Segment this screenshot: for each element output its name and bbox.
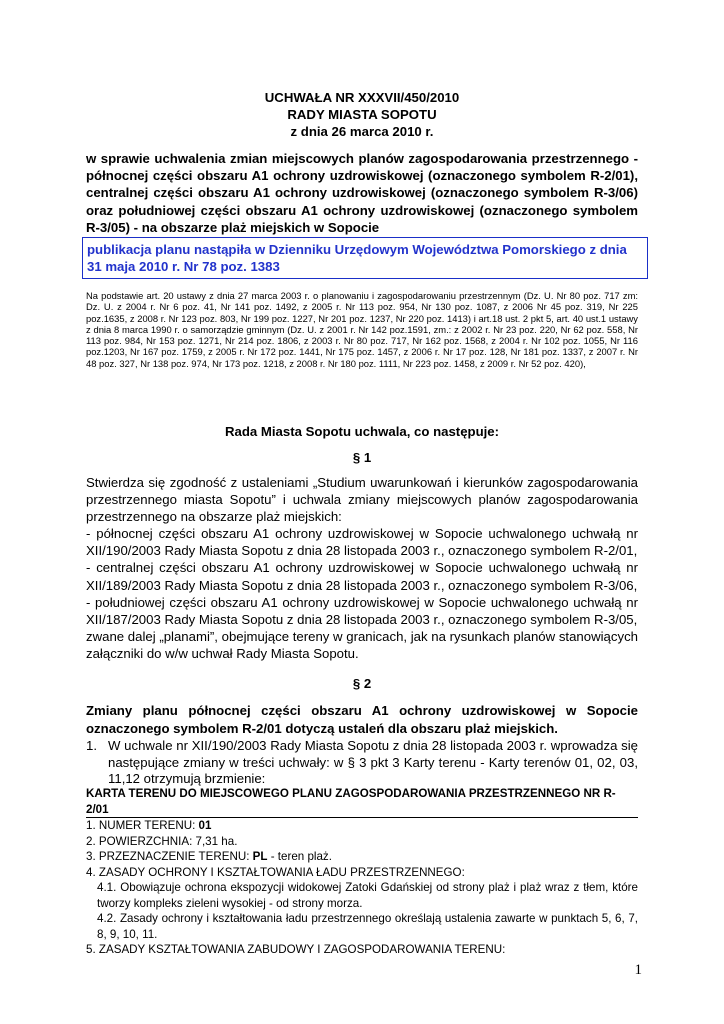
section-1-intro: Stwierdza się zgodność z ustaleniami „Studium uwarunkowań i kierunków zagospodarowania przestrzennego miasta Sopotu” i uchwala zmiany miejscowych planów zagospodarowania przestrzennego na obszarze plaż miejskich:: [86, 475, 638, 525]
section-1-body: [86, 474, 638, 662]
terrain-number-row: [86, 818, 638, 834]
section-1-mark: § 1: [352, 450, 372, 465]
legal-basis: Na podstawie art. 20 ustawy z dnia 27 marca 2003 r. o planowaniu i zagospodarowaniu przestrzennym (Dz. U. Nr 80 poz. 717 zm: Dz. U. z 2004 r. Nr 6 poz. 41, Nr 141 poz. 1492, z 2005 r. Nr 113 poz. 954, Nr 130 poz. 1087, z 2006 Nr 45 poz. 319, Nr 225 poz.1635, z 2008 r. Nr 123 poz. 803, Nr 199 poz. 1227, Nr 201 poz. 1237, Nr 220 poz. 1413) i art.18 ust. 2 pkt 5, art. 40 ust.1 ustawy z dnia 8 marca 1990 r. o samorządzie gminnym (Dz. U. z 2001 r. Nr 142 poz.1591, zm.: z 2002 r. Nr 23 poz. 220, Nr 62 poz. 558, Nr 113 poz. 984, Nr 153 poz. 1271, Nr 214 poz. 1806, z 2003 r. Nr 80 poz. 717, Nr 162 poz. 1568, z 2004 r. Nr 102 poz. 1055, Nr 116 poz.1203, Nr 167 poz. 1759, z 2005 r. Nr 172 poz. 1441, Nr 175 poz. 1457, z 2006 r. Nr 17 poz. 128, Nr 181 poz. 1337, z 2007 r. Nr 48 poz. 327, Nr 138 poz. 974, Nr 173 poz. 1218, z 2008 r. Nr 180 poz. 1111, Nr 223 poz. 1458, z 2009 r. Nr 52 poz. 420),: [86, 290, 638, 369]
section-2-heading: Zmiany planu północnej części obszaru A1 ochrony uzdrowiskowej w Sopocie oznaczonego symbolem R-2/01 dotyczą ustaleń dla obszaru plaż miejskich.: [86, 703, 638, 736]
publication-note-box: [82, 237, 648, 279]
section-1-item: - centralnej części obszaru A1 ochrony uzdrowiskowej w Sopocie uchwalonego uchwałą nr XII/189/2003 Rady Miasta Sopotu z dnia 28 listopada 2003 r., oznaczonego symbolem R-3/06,: [86, 560, 638, 593]
rule-4-heading: 4. ZASADY OCHRONY I KSZTAŁTOWANIA ŁADU PRZESTRZENNEGO:: [86, 865, 465, 879]
terrain-card-items: [86, 818, 638, 958]
publication-note: publikacja planu nastąpiła w Dzienniku Urzędowym Województwa Pomorskiego z dnia 31 maja 2010 r. Nr 78 poz. 1383: [87, 242, 627, 274]
terrain-purpose-row: [86, 849, 638, 865]
terrain-card-heading: KARTA TERENU DO MIEJSCOWEGO PLANU ZAGOSPODAROWANIA PRZESTRZENNEGO NR R-2/01: [86, 787, 616, 816]
council-name: RADY MIASTA SOPOTU: [287, 107, 437, 122]
rule-4-1: 4.1. Obowiązuje ochrona ekspozycji widokowej Zatoki Gdańskiej od strony plaż i plaż wraz z tłem, które tworzy kompleks zieleni wysokiej - od strony morza.: [97, 881, 638, 910]
terrain-purpose-value: PL: [252, 850, 268, 863]
section-2-item-1: [86, 738, 638, 788]
item-text: W uchwale nr XII/190/2003 Rady Miasta Sopotu z dnia 28 listopada 2003 r. wprowadza się następujące zmiany w treści uchwały: w § 3 pkt 3 Karty terenu - Karty terenów 01, 02, 03, 11,12 otrzymują brzmienie:: [108, 738, 638, 786]
resolution-number: UCHWAŁA NR XXXVII/450/2010: [264, 90, 460, 105]
council-resolves: Rada Miasta Sopotu uchwala, co następuje:: [224, 424, 500, 439]
resolution-subject: w sprawie uchwalenia zmian miejscowych planów zagospodarowania przestrzennego - północnej części obszaru A1 ochrony uzdrowiskowej (oznaczonego symbolem R-2/01), centralnej części obszaru A1 ochrony uzdrowiskowej (oznaczonego symbolem R-3/06) oraz południowej części obszaru A1 ochrony uzdrowiskowej (oznaczonego symbolem R-3/05) - na obszarze plaż miejskich w Sopocie: [86, 151, 638, 235]
terrain-area: 2. POWIERZCHNIA: 7,31 ha.: [86, 834, 238, 848]
section-1-item: - północnej części obszaru A1 ochrony uzdrowiskowej w Sopocie uchwalonego uchwałą nr XII/190/2003 Rady Miasta Sopotu z dnia 28 listopada 2003 r., oznaczonego symbolem R-2/01,: [86, 526, 638, 559]
resolution-date: z dnia 26 marca 2010 r.: [290, 124, 434, 139]
terrain-purpose-label: 3. PRZEZNACZENIE TERENU:: [86, 850, 250, 863]
resolution-title: [86, 89, 638, 140]
terrain-number-value: 01: [198, 819, 212, 832]
terrain-purpose-desc: - teren plaż.: [270, 850, 332, 863]
item-number: 1.: [86, 738, 97, 753]
rule-4-2: 4.2. Zasady ochrony i kształtowania ładu przestrzennego określają ustalenia zawarte w punktach 5, 6, 7, 8, 9, 10, 11.: [97, 912, 638, 941]
section-2-mark: § 2: [352, 676, 372, 691]
rule-5-heading: 5. ZASADY KSZTAŁTOWANIA ZABUDOWY I ZAGOSPODAROWANIA TERENU:: [86, 943, 506, 956]
terrain-number-label: 1. NUMER TERENU:: [86, 819, 196, 832]
section-1-closing: zwane dalej „planami”, obejmujące tereny w granicach, jak na rysunkach planów stanowiących załączniki do w/w uchwał Rady Miasta Sopotu.: [86, 628, 638, 661]
section-1-item: - południowej części obszaru A1 ochrony uzdrowiskowej w Sopocie uchwalonego uchwałą nr XII/187/2003 Rady Miasta Sopotu z dnia 28 listopada 2003 r., oznaczonego symbolem R-3/05,: [86, 594, 638, 627]
page-number: 1: [634, 962, 642, 978]
